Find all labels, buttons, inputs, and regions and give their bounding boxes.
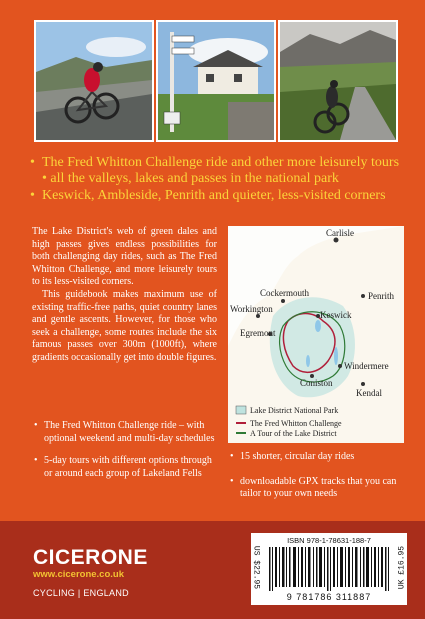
highlight-item: • The Fred Whitton Challenge ride and other more leisurely tours • all the valleys, lakes and passes in the national park	[30, 155, 400, 187]
town-label: Coniston	[300, 378, 333, 388]
photo-cyclist-road	[34, 20, 154, 142]
town-label: Keswick	[320, 310, 352, 320]
town-label: Kendal	[356, 388, 382, 398]
feature-item: • 5-day tours with different options through or around each group of Lakeland Fells	[32, 455, 217, 480]
feature-item: • 15 shorter, circular day rides	[228, 451, 408, 464]
description	[32, 226, 217, 365]
legend-label: A Tour of the Lake District	[250, 429, 337, 438]
book-category: CYCLING | ENGLAND	[33, 588, 129, 598]
town-label: Penrith	[368, 291, 394, 301]
description-paragraph: This guidebook makes maximum use of existing traffic-free paths, quiet country lanes and gentle ascents. However, for those who seek a challenge, some routes include the six famous passes over 300m (1000ft), where gradients occasionally get into double figures.	[32, 288, 217, 363]
photo-signpost-cottage	[156, 20, 276, 142]
photo-cyclist-valley	[278, 20, 398, 142]
town-label: Cockermouth	[260, 288, 309, 298]
isbn-digits: 9 781786 311887	[286, 592, 372, 602]
highlight-item: • Keswick, Ambleside, Penrith and quieter, less-visited corners	[30, 188, 400, 204]
features-left	[32, 420, 217, 480]
town-label: Egremont	[240, 328, 276, 338]
route-map	[228, 226, 404, 443]
publisher-logo: CICERONE	[33, 546, 148, 569]
legend-swatch	[236, 406, 246, 414]
town-label: Carlisle	[326, 228, 354, 238]
barcode-box	[251, 533, 407, 605]
town-label: Windermere	[344, 361, 389, 371]
highlights-list	[30, 155, 400, 205]
price-uk: UK £16.95	[397, 545, 407, 590]
isbn-label: ISBN 978-1-78631-188-7	[287, 536, 371, 545]
town-label: Workington	[230, 304, 273, 314]
legend-label: The Fred Whitton Challenge	[250, 419, 342, 428]
price-us: US $22.95	[251, 545, 261, 590]
barcode-bars	[269, 547, 389, 591]
feature-item: • downloadable GPX tracks that you can tailor to your own needs	[228, 476, 408, 501]
description-paragraph: The Lake District's web of green dales and high passes gives endless possibilities for both challenging day rides, such as The Fred Whitton Challenge, and more leisurely tours to its less-visited corners.	[32, 226, 217, 288]
publisher-url: www.cicerone.co.uk	[33, 569, 124, 580]
legend-label: Lake District National Park	[250, 406, 339, 415]
features-right	[228, 451, 408, 501]
feature-item: • The Fred Whitton Challenge ride – with optional weekend and multi-day schedules	[32, 420, 217, 445]
